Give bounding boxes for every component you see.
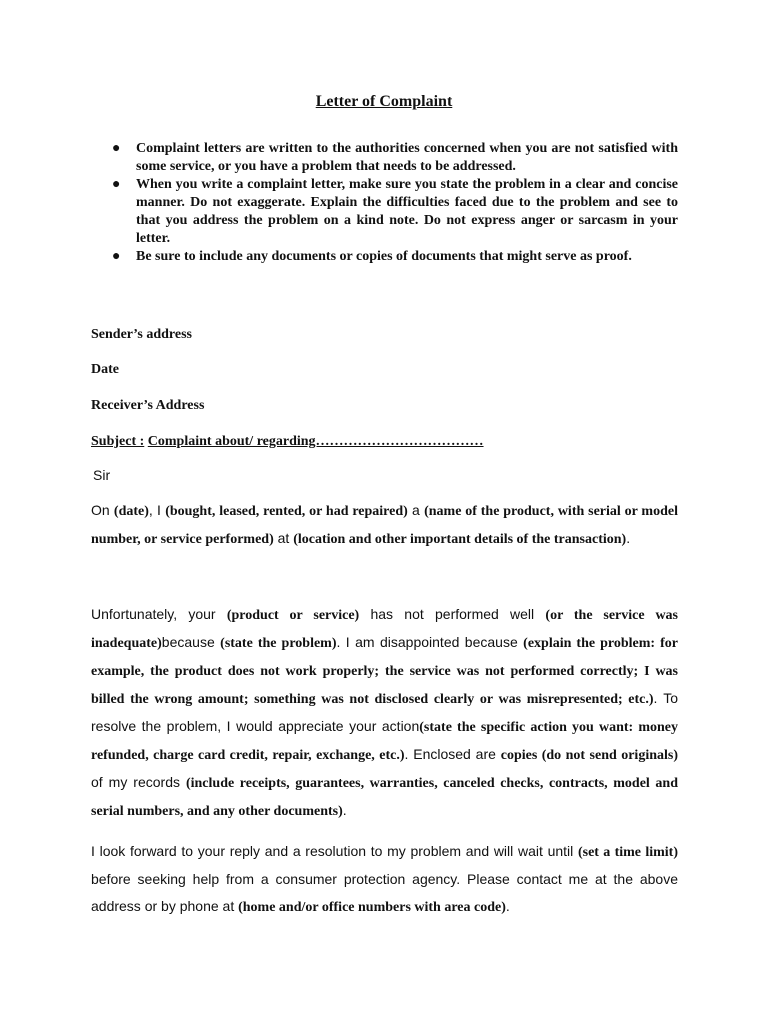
para-placeholder: (include receipts, guarantees, warranties, canceled checks, contracts, model and serial numbers, and any other documents) [91,776,678,819]
paragraph-closing [91,838,678,921]
subject-label: Subject : [91,434,145,449]
guideline-text: Complaint letters are written to the authorities concerned when you are not satisfied with some service, or you have a problem that needs to be addressed. [136,141,678,174]
date-heading: Date [91,362,119,377]
para-placeholder: (location and other important details of the transaction) [293,532,627,547]
para-text: of my records [91,774,186,790]
bullet-icon: ● [112,141,121,156]
subject-text: Complaint about/ regarding……………………………… [147,434,484,449]
guideline-text: Be sure to include any documents or copies of documents that might serve as proof. [136,249,632,264]
para-placeholder: (explain the problem: for example, the product does not work properly; the service was not performed correctly; I was billed the wrong amount; something was not disclosed clearly or was misrepresented; etc.) [91,636,678,707]
receiver-address-heading: Receiver’s Address [91,398,205,413]
para-text: . [626,530,631,546]
para-text: . To resolve the problem, I would appreciate your action [91,690,679,734]
guideline-item [88,140,678,176]
salutation: Sir [93,467,111,483]
para-text: On [91,502,114,518]
para-text: . I am disappointed because [336,634,524,650]
para-placeholder: (or the service was inadequate) [91,608,678,651]
para-placeholder: (bought, leased, rented, or had repaired) [165,504,408,519]
para-text: has not performed well [359,606,546,622]
para-text: I look forward to your reply and a resolution to my problem and will wait until [91,843,578,859]
guideline-item [88,176,678,248]
para-text: Unfortunately, your [91,606,227,622]
para-text: . [342,802,347,818]
sender-address-heading: Sender’s address [91,327,192,342]
para-placeholder: (state the problem) [220,636,337,651]
para-placeholder: (product or service) [226,608,360,623]
para-text: . [505,898,510,914]
para-text: a [407,502,425,518]
para-text: at [273,530,294,546]
bullet-icon: ● [112,249,121,264]
paragraph-purchase [91,497,678,553]
bullet-icon: ● [112,177,121,192]
para-placeholder: (state the specific action you want: money refunded, charge card credit, repair, exchange, etc.) [91,720,678,763]
guideline-item [88,248,678,266]
guideline-text: When you write a complaint letter, make sure you state the problem in a clear and concise manner. Do not exaggerate. Explain the difficulties faced due to the problem and see to that you address the problem on a kind note. Do not express anger or sarcasm in your letter. [136,177,678,246]
document-title: Letter of Complaint [315,93,453,110]
para-placeholder: (set a time limit) [577,845,678,860]
para-text: because [161,634,221,650]
para-placeholder: (home and/or office numbers with area code) [238,900,506,915]
para-text: , I [148,502,166,518]
guideline-list [88,140,678,266]
paragraph-problem [91,601,678,825]
para-placeholder: (date) [113,504,149,519]
para-text: . Enclosed are [404,746,501,762]
para-text: before seeking help from a consumer protection agency. Please contact me at the above address or by phone at [91,871,678,914]
para-placeholder: (name of the product, with serial or model number, or service performed) [91,504,678,547]
para-placeholder: copies (do not send originals) [500,748,678,763]
subject-line [91,434,484,450]
